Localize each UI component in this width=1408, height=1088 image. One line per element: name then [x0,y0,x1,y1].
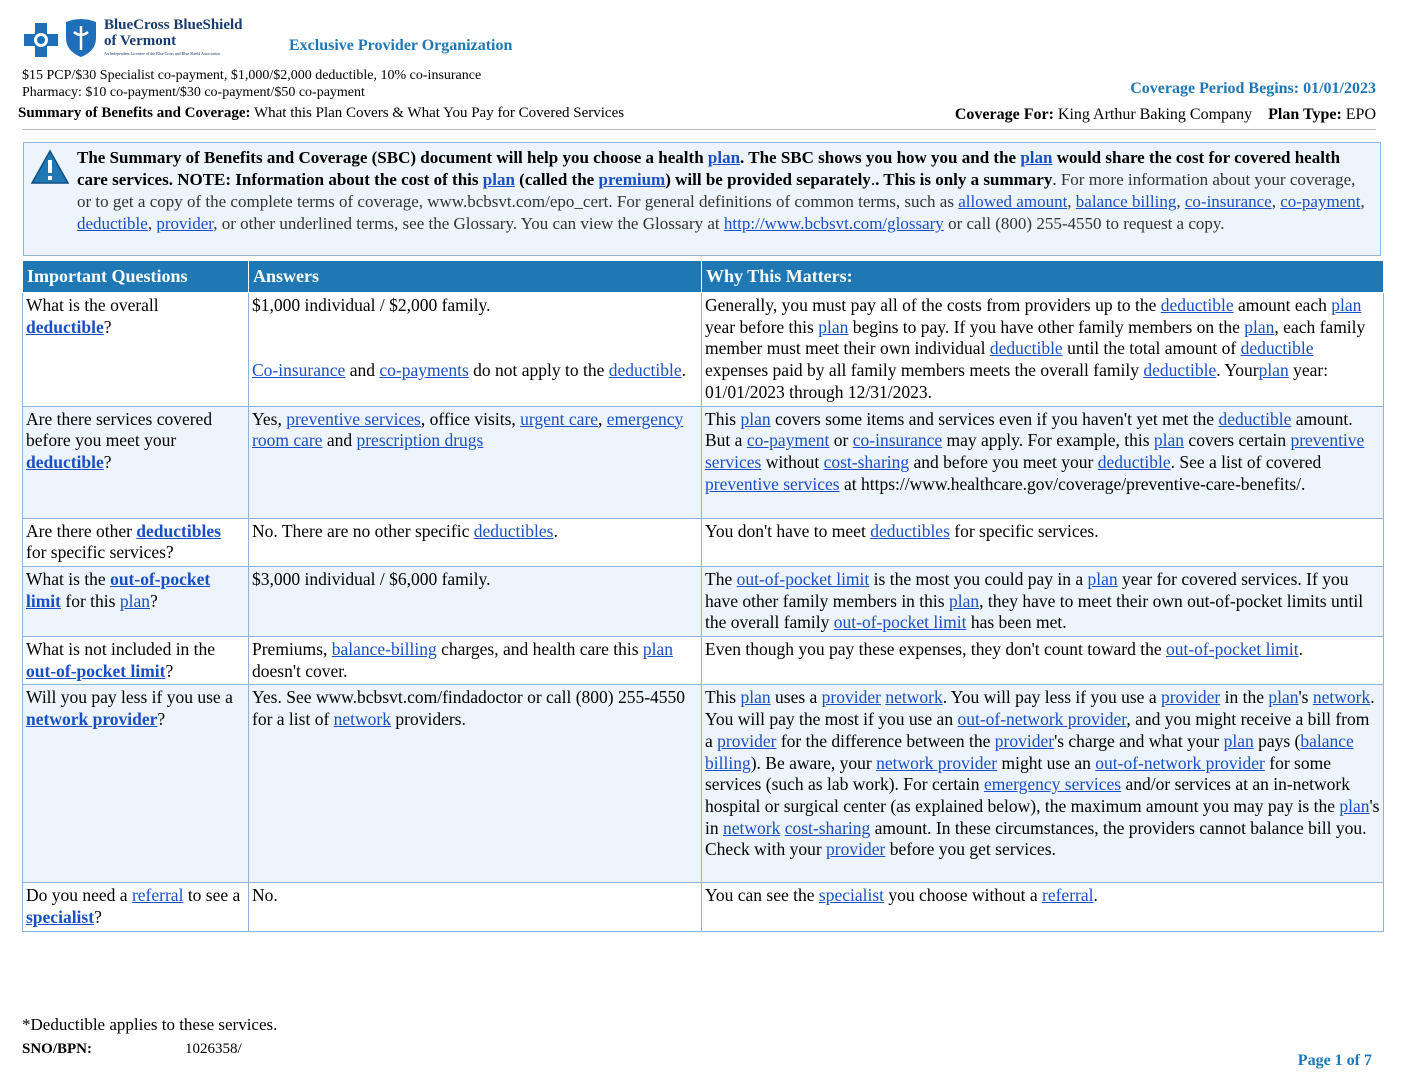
text: might use an [997,752,1096,773]
text: , they have to meet their own out-of-pocket limits until the overall family [705,590,1364,633]
link-plan[interactable]: plan [1331,295,1362,315]
text: in the [1220,687,1269,708]
comma: , [147,214,157,233]
link-deductibles[interactable]: deductibles [473,520,554,541]
link-premium[interactable]: premium [598,170,666,189]
link-deductible[interactable]: deductible [608,359,682,380]
text: . You will pay less if you use a [942,687,1161,708]
text: before you get services. [885,839,1056,860]
answer-cell [249,637,702,685]
text: , each family member must meet their own individual [705,316,1366,359]
notice-period: . [1052,170,1057,189]
header-divider [22,129,1376,130]
link-deductible[interactable]: deductible [1240,338,1314,359]
logo-name-line1: BlueCross BlueShield [104,17,243,33]
text: . [1093,885,1098,906]
logo-name-line2: of Vermont [104,33,177,49]
plan-organization: Exclusive Provider Organization [289,37,513,54]
coverage-for-label: Coverage For: [954,106,1054,123]
question-cell [23,566,249,636]
link-plan[interactable]: plan [1268,687,1299,708]
text: The [705,568,737,589]
link-emergency-services[interactable]: emergency services [983,774,1122,795]
text: has been met. [966,612,1067,633]
link-out-of-pocket-limit[interactable]: out-of-pocket limit [26,660,166,681]
table-header-row [23,261,1384,293]
text: . Your [1216,360,1259,381]
text: No. There are no other specific [252,520,474,541]
plan-type-label: Plan Type: [1268,106,1342,123]
text: ? [103,451,112,472]
link-co-payment[interactable]: co-payment [746,430,830,451]
link-provider[interactable]: provider [994,730,1055,751]
link-out-of-network-provider[interactable]: out-of-network provider [1095,752,1265,773]
question-cell [23,406,249,518]
text: may apply. For example, this [942,430,1154,451]
link-deductible[interactable]: deductible [1160,295,1234,315]
text: covers some items and services even if you haven't yet met the [770,408,1219,429]
sbc-title [18,105,624,122]
link-balance-billing[interactable]: balance-billing [331,639,437,660]
link-provider[interactable]: provider [717,730,777,751]
comma: , [1271,192,1281,211]
why-cell [702,406,1384,518]
coverage-for [955,106,1376,124]
question-cell [23,293,249,407]
logo-tagline: An Independent Licensee of the Blue Cross and Blue Shield Association [104,51,220,56]
col-header-questions: Important Questions [23,261,249,293]
link-network-provider[interactable]: network provider [876,752,998,773]
text: you choose without a [884,885,1042,906]
link-plan[interactable]: plan [818,316,849,337]
table-row [23,566,1384,636]
link-cost-sharing[interactable]: cost-sharing [823,451,910,472]
table-row [23,685,1384,883]
deductible-note: *Deductible applies to these services. [22,1015,278,1034]
link-co-insurance[interactable]: co-insurance [852,430,943,451]
link-plan[interactable]: plan [1087,568,1118,589]
text: . [553,520,558,541]
why-cell [702,518,1384,566]
table-row [23,637,1384,685]
question-cell [23,518,249,566]
text: or [829,430,853,451]
text: ? [157,709,166,730]
link-plan[interactable]: plan [1223,730,1254,751]
text: Will you pay less if you use a [26,687,233,708]
text: and before you meet your [909,451,1098,472]
text: What is the overall [26,295,159,315]
answer-cell: No. [249,883,702,931]
text: year: 01/01/2023 through 12/31/2023. [705,360,1329,402]
text: without [761,451,824,472]
answer-cell [249,518,702,566]
text: do not apply to the [468,359,609,380]
link-provider[interactable]: provider [821,687,881,708]
link-deductible[interactable]: deductible [989,338,1063,359]
text: doesn't cover. [252,660,348,681]
link-provider[interactable]: provider [826,839,886,860]
link-co-insurance[interactable]: co-insurance [1184,192,1272,211]
link-network[interactable]: network [1312,687,1371,708]
text: begins to pay. If you have other family members on the [848,316,1245,337]
text: covers certain [1184,430,1291,451]
text: at https://www.healthcare.gov/coverage/preventive-care-benefits/. [839,473,1306,494]
text: 's in [705,795,1380,838]
table-row [23,293,1384,407]
text: , office visits, [420,408,521,429]
text: Generally, you must pay all of the costs from providers up to the [705,295,1161,315]
text: , [598,408,607,429]
link-network[interactable]: network [723,817,781,838]
link-plan[interactable]: plan [119,590,150,611]
text: ? [149,590,158,611]
text: This [705,687,741,708]
notice-bold-1: The Summary of Benefits and Coverage (SBC) document will help you choose a health [77,148,708,167]
link-urgent-care[interactable]: urgent care [520,408,599,429]
link-deductible[interactable]: deductible [26,316,104,337]
link-deductible[interactable]: deductible [26,451,104,472]
notice-period: . [870,170,876,189]
text: and [345,359,380,380]
comma: , [1360,192,1365,211]
link-balance-billing[interactable]: balance billing [1075,192,1177,211]
benefits-table [22,260,1384,932]
link-deductible[interactable]: deductible [1143,360,1217,381]
link-plan[interactable]: plan [482,170,515,189]
text: Yes, [252,408,287,429]
link-preventive-services[interactable]: preventive services [705,430,1365,472]
question-cell [23,883,249,931]
sbc-description: What this Plan Covers & What You Pay for Covered Services [253,105,625,121]
link-out-of-network-provider[interactable]: out-of-network provider [957,709,1127,730]
text: . [1298,639,1304,660]
link-glossary[interactable]: http://www.bcbsvt.com/glossary [723,214,944,233]
link-co-payment[interactable]: co-payment [1280,192,1361,211]
link-network-provider[interactable]: network provider [26,709,158,730]
coverage-period: Coverage Period Begins: 01/01/2023 [1130,80,1376,97]
text: What is not included in the [26,639,216,660]
logo [22,16,272,60]
text: amount. In these circumstances, the providers cannot balance bill you. Check with your [705,817,1367,860]
link-plan[interactable]: plan [1339,795,1370,816]
notice-normal-2: , or other underlined terms, see the Glossary. You can view the Glossary at [213,214,724,233]
link-preventive-services[interactable]: preventive services [286,408,421,429]
link-plan[interactable]: plan [948,590,980,611]
text: for this [61,590,120,611]
question-cell [23,637,249,685]
link-plan[interactable]: plan [1244,316,1275,337]
link-plan[interactable]: plan [740,687,771,708]
link-co-insurance[interactable]: Co-insurance [252,359,346,380]
sno-value: 1026358/ [185,1041,242,1057]
link-referral[interactable]: referral [1042,885,1094,906]
why-cell [702,685,1384,883]
text: 's charge and what your [1054,730,1224,751]
col-header-answers: Answers [249,261,702,293]
text: pays ( [1253,730,1301,751]
warning-icon [30,149,70,185]
link-plan[interactable]: plan [1020,148,1053,167]
link-network[interactable]: network [885,687,943,708]
text: $1,000 individual / $2,000 family. [252,295,491,315]
link-network[interactable]: network [333,709,392,730]
text: What is the [26,568,111,589]
text: is the most you could pay in a [869,568,1088,589]
text: charges, and health care this [436,639,643,660]
text: and/or services at an in-network hospital or surgical center (as explained below), the maximum amount you may pay is the [705,774,1351,816]
text: You can see the [705,885,819,906]
notice-normal-3: or call (800) 255-4550 to request a copy. [943,214,1225,233]
table-row [23,406,1384,518]
link-out-of-pocket-limit[interactable]: out-of-pocket limit [833,612,967,633]
link-deductibles[interactable]: deductibles [870,520,950,541]
comma: , [1067,192,1076,211]
page-number: Page 1 of 7 [1297,1052,1372,1069]
table-row [23,883,1384,931]
answer-cell [249,406,702,518]
plan-type-value: EPO [1345,106,1376,123]
text: ? [94,907,102,928]
notice-text [77,147,1373,235]
link-out-of-pocket-limit[interactable]: out-of-pocket limit [26,568,211,611]
sbc-label: Summary of Benefits and Coverage: [18,105,251,121]
link-specialist[interactable]: specialist [818,885,885,906]
sbc-notice [23,142,1381,256]
link-prescription-drugs[interactable]: prescription drugs [356,430,484,451]
link-specialist[interactable]: specialist [26,907,95,928]
text: ? [165,660,174,681]
comma: , [1176,192,1185,211]
text: for specific services. [949,520,1099,541]
link-provider[interactable]: provider [156,214,214,233]
text: , and you might receive a bill from a [705,709,1370,751]
why-cell [702,883,1384,931]
why-cell [702,637,1384,685]
link-plan[interactable]: plan [1258,360,1289,381]
link-co-payments[interactable]: co-payments [379,359,469,380]
text: providers. [391,709,466,730]
text: and [322,430,357,451]
text: Are there services covered before you meet your [26,408,213,451]
table-row [23,518,1384,566]
notice-bold-6: . This is only a summary [875,170,1053,189]
why-cell [702,566,1384,636]
text: Do you need a [26,885,132,906]
sno-label: SNO/BPN: [22,1041,93,1057]
text: year before this [705,316,819,337]
question-cell [23,685,249,883]
link-referral[interactable]: referral [131,885,184,906]
text: This [705,408,741,429]
link-deductible[interactable]: deductible [1097,451,1171,472]
link-preventive-services[interactable]: preventive services [705,473,840,494]
link-out-of-pocket-limit[interactable]: out-of-pocket limit [1165,639,1299,660]
col-header-why: Why This Matters: [702,261,1384,293]
text: expenses paid by all family members meets the overall family [705,360,1144,381]
text: to see a [183,885,241,906]
notice-normal-1: For more information about your coverage, or to get a copy of the complete terms of coverage, www.bcbsvt.com/epo_cert. For general definitions of common terms, such as [77,170,1356,211]
text: until the total amount of [1062,338,1241,359]
link-deductible[interactable]: deductible [1218,408,1292,429]
text: for the difference between the [776,730,995,751]
text: amount. But a [705,408,1353,451]
notice-bold-3: would share the cost for covered health care services. NOTE: Information about the cost of this [77,148,1341,189]
link-allowed-amount[interactable]: allowed amount [958,192,1068,211]
text: amount each [1233,295,1332,315]
text: 's [1298,687,1313,708]
answer-cell: $3,000 individual / $6,000 family. [249,566,702,636]
text: Even though you pay these expenses, they don't count toward the [705,639,1166,660]
link-plan[interactable]: plan [1153,430,1185,451]
link-plan[interactable]: plan [642,639,674,660]
notice-bold-5: ) will be provided separately [665,170,871,189]
link-cost-sharing[interactable]: cost-sharing [784,817,871,838]
text: uses a [770,687,822,708]
text: . You will pay the most if you use an [705,687,1375,730]
answer-cell [249,293,702,407]
why-cell [702,293,1384,407]
text: Are there other [26,520,137,541]
text: for specific services? [26,542,174,563]
link-balance-billing[interactable]: balance billing [705,730,1354,773]
link-provider[interactable]: provider [1160,687,1221,708]
text: You don't have to meet [705,520,871,541]
text: . See a list of covered [1170,451,1322,472]
link-emergency-room-care[interactable]: emergency room care [252,408,684,451]
text: for some services (such as lab work). For certain [705,752,1331,795]
text: . [681,359,687,380]
text: year for covered services. If you have other family members in this [705,568,1349,611]
link-out-of-pocket-limit[interactable]: out-of-pocket limit [736,568,870,589]
pharmacy-summary: Pharmacy: $10 co-payment/$30 co-payment/$50 co-payment [22,85,365,100]
blueshield-shield-icon [64,18,98,58]
link-plan[interactable]: plan [740,408,771,429]
link-plan[interactable]: plan [707,148,741,167]
bluecross-cross-icon [22,21,60,59]
copay-summary: $15 PCP/$30 Specialist co-payment, $1,000/$2,000 deductible, 10% co-insurance [22,68,482,83]
notice-bold-2: . The SBC shows you how you and the [740,148,1021,167]
answer-cell [249,685,702,883]
notice-bold-4: (called the [514,170,599,189]
text: ? [103,316,112,337]
text: Yes. See www.bcbsvt.com/findadoctor or call (800) 255-4550 for a list of [252,687,686,730]
link-deductible[interactable]: deductible [77,214,148,233]
coverage-for-value: King Arthur Baking Company [1057,106,1253,123]
link-deductibles[interactable]: deductibles [136,520,221,541]
text: Premiums, [252,639,332,660]
text: ). Be aware, your [750,752,877,773]
